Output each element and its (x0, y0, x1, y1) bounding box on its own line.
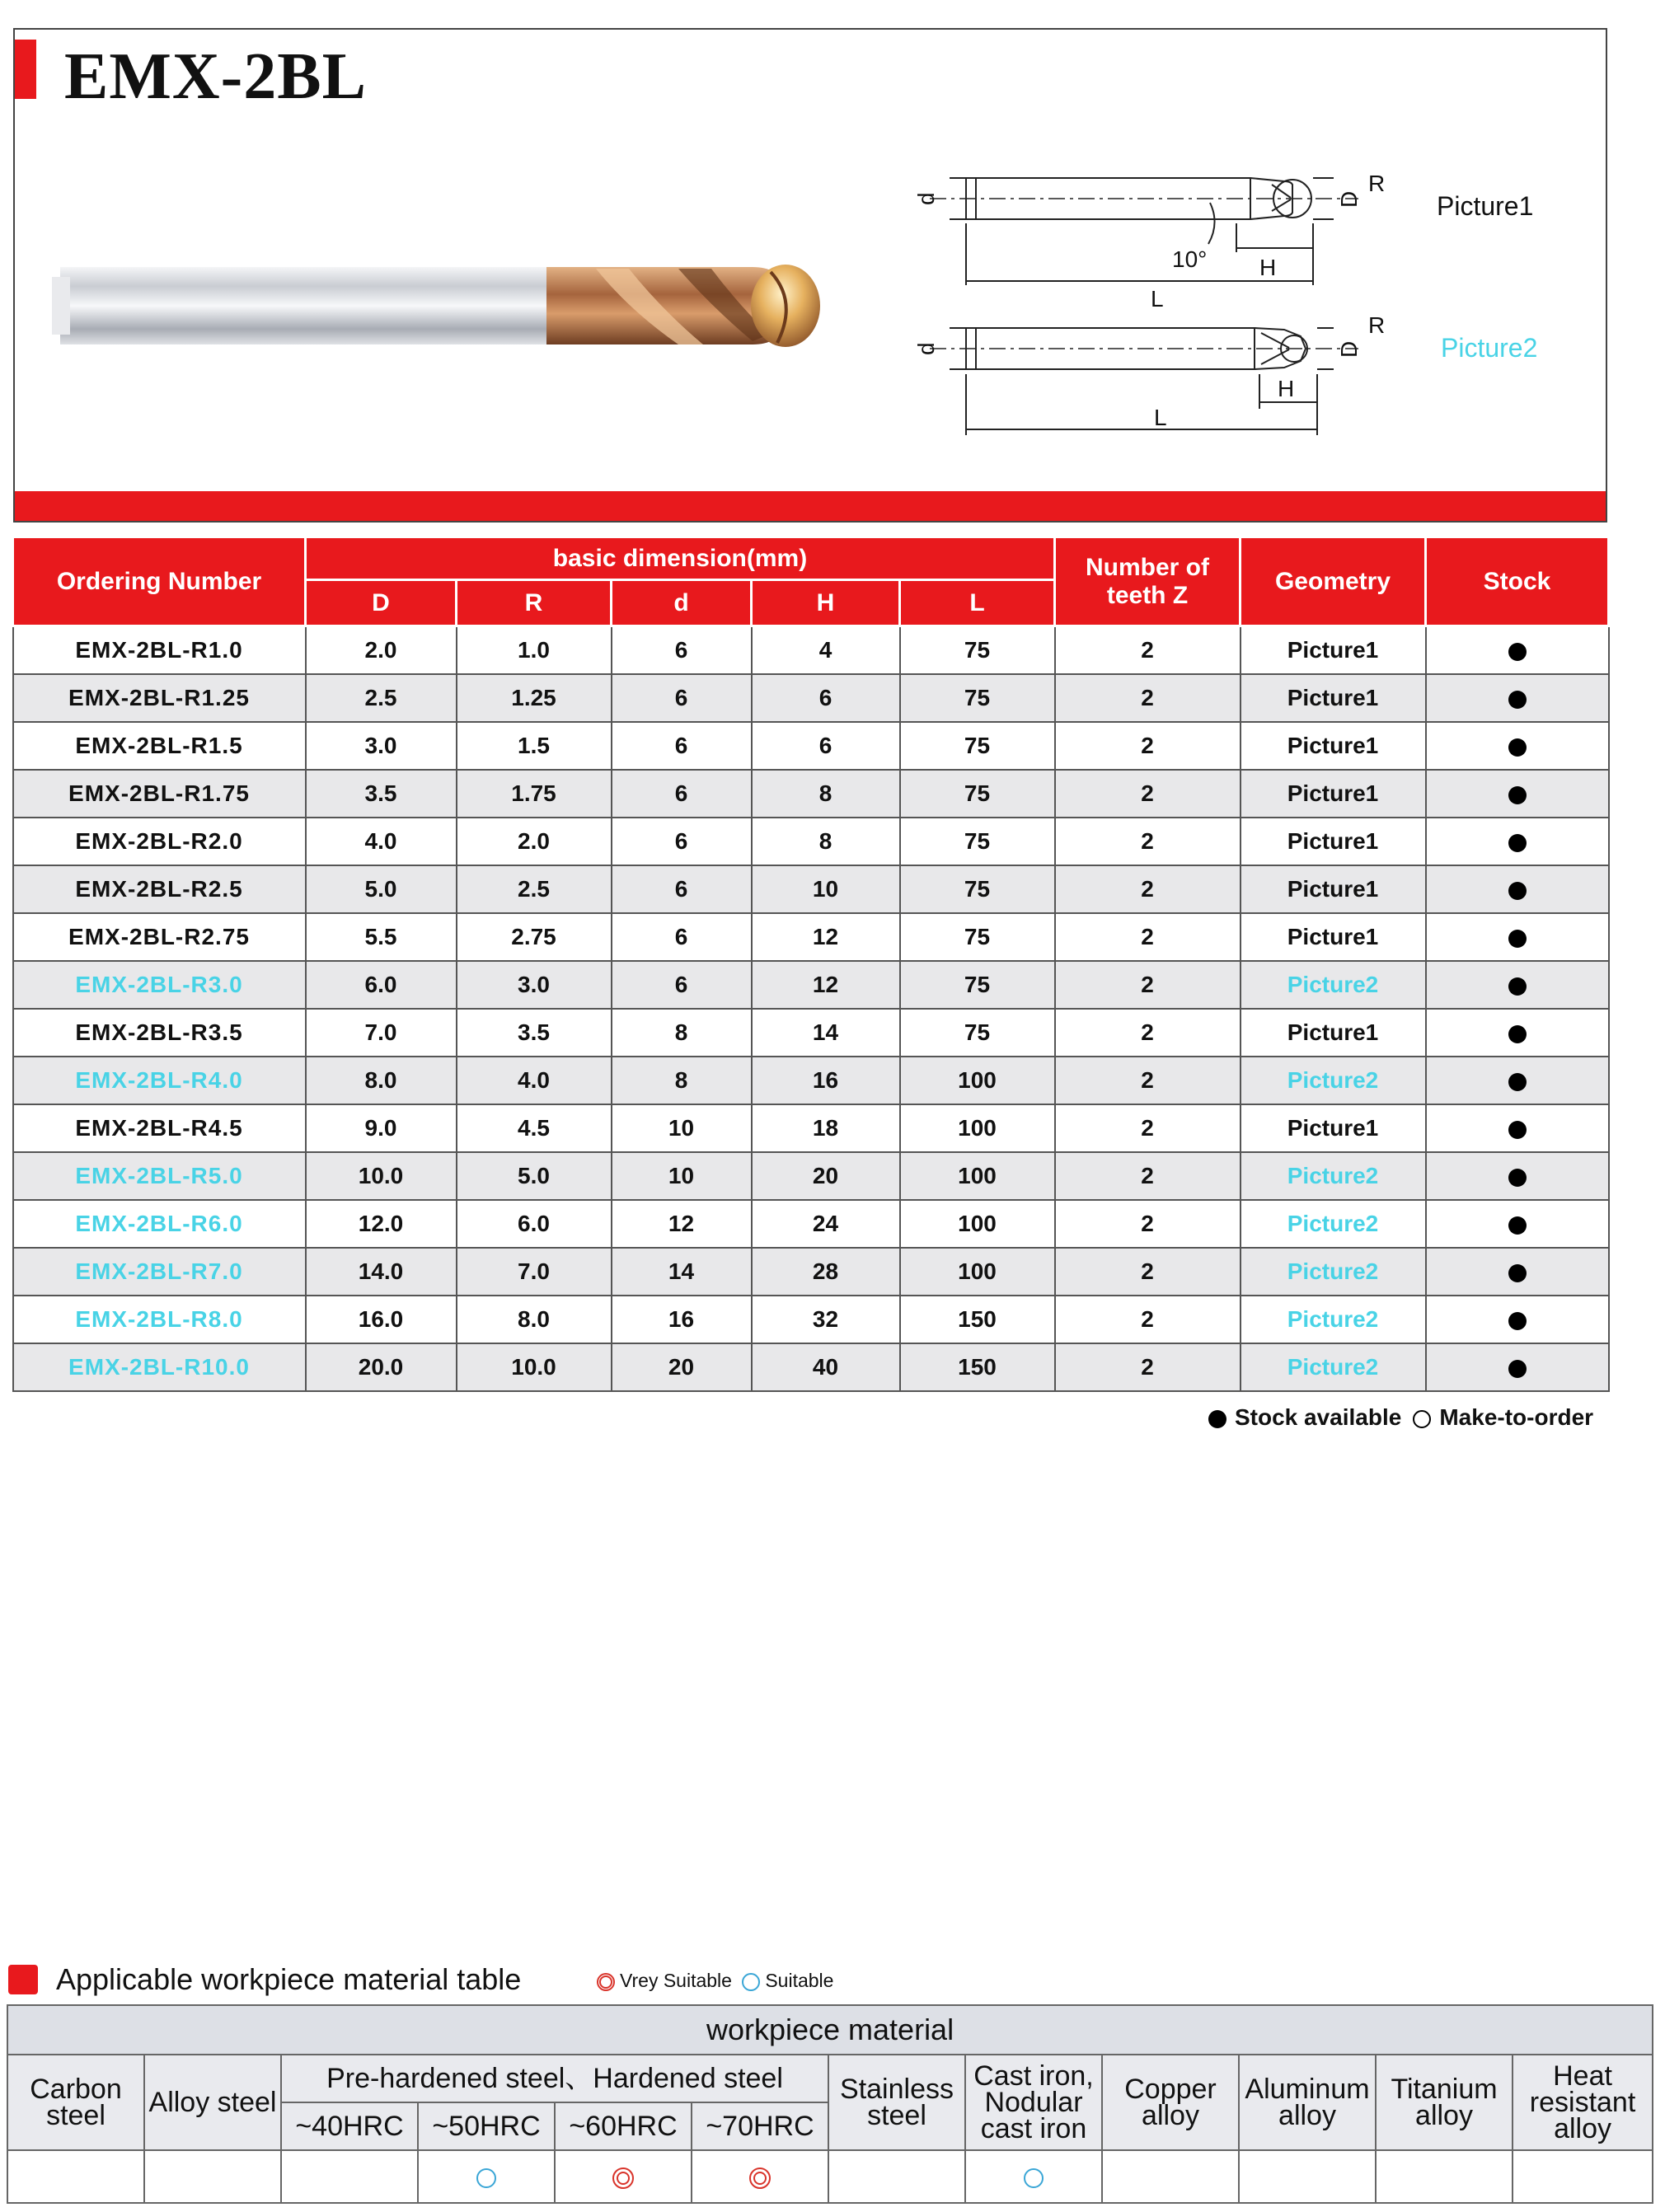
cell-d: 8 (612, 1057, 752, 1104)
cell-geometry: Picture2 (1241, 1296, 1426, 1343)
cell-geometry: Picture1 (1241, 913, 1426, 961)
cell-ordering-number: EMX-2BL-R4.0 (13, 1057, 306, 1104)
dim-d-label-2: d (913, 342, 939, 355)
cell-geometry: Picture2 (1241, 1248, 1426, 1296)
cell-Z: 2 (1055, 818, 1241, 865)
cell-d: 6 (612, 770, 752, 818)
cell-d: 6 (612, 818, 752, 865)
cell-H: 18 (752, 1104, 900, 1152)
spec-row (13, 1200, 1609, 1248)
cell-R: 2.5 (457, 865, 612, 913)
suitable-icon (1024, 2168, 1044, 2188)
cell-d: 16 (612, 1296, 752, 1343)
cell-L: 75 (900, 626, 1055, 675)
cell-Z: 2 (1055, 865, 1241, 913)
dim-H-label-1: H (1259, 255, 1277, 280)
rating-hrc70 (692, 2150, 828, 2203)
cell-H: 14 (752, 1009, 900, 1057)
picture1-label: Picture1 (1437, 191, 1534, 221)
material-table-header: workpiece material (7, 2005, 1653, 2055)
header-basic-dimension: basic dimension(mm) (306, 537, 1055, 580)
very-suitable-label: Vrey Suitable (620, 1970, 732, 1991)
spec-row (13, 961, 1609, 1009)
cell-geometry: Picture1 (1241, 626, 1426, 675)
cell-R: 3.0 (457, 961, 612, 1009)
dim-R-label-1: R (1368, 171, 1386, 196)
cell-d: 10 (612, 1152, 752, 1200)
stock-available-icon (1508, 834, 1527, 852)
cell-L: 150 (900, 1296, 1055, 1343)
cell-D: 14.0 (306, 1248, 457, 1296)
spec-table-body (13, 626, 1609, 1392)
material-section-title: Applicable workpiece material table (56, 1962, 522, 1996)
cell-stock (1426, 770, 1609, 818)
spec-row (13, 674, 1609, 722)
cell-D: 3.5 (306, 770, 457, 818)
stock-available-icon (1508, 1312, 1527, 1330)
col-stainless-steel: Stainless steel (828, 2055, 965, 2150)
stock-available-icon (1508, 930, 1527, 948)
very-suitable-icon (612, 2167, 634, 2189)
cell-R: 6.0 (457, 1200, 612, 1248)
col-heat-resistant-alloy: Heat resistant alloy (1513, 2055, 1653, 2150)
cell-L: 100 (900, 1057, 1055, 1104)
cell-D: 10.0 (306, 1152, 457, 1200)
spec-table (12, 536, 1610, 1392)
cell-geometry: Picture2 (1241, 961, 1426, 1009)
stock-available-icon (1208, 1410, 1226, 1428)
rating-titanium (1376, 2150, 1513, 2203)
suitable-icon (476, 2168, 496, 2188)
header-d: d (612, 580, 752, 626)
cell-stock (1426, 722, 1609, 770)
header-ordering-number: Ordering Number (13, 537, 306, 626)
cell-stock (1426, 626, 1609, 675)
header-bottom-bar (15, 491, 1606, 521)
rating-carbon (7, 2150, 144, 2203)
header-L: L (900, 580, 1055, 626)
cell-L: 75 (900, 961, 1055, 1009)
cell-R: 1.5 (457, 722, 612, 770)
cell-Z: 2 (1055, 1009, 1241, 1057)
cell-H: 28 (752, 1248, 900, 1296)
cell-d: 12 (612, 1200, 752, 1248)
cell-ordering-number: EMX-2BL-R2.75 (13, 913, 306, 961)
cell-stock (1426, 1057, 1609, 1104)
cell-d: 6 (612, 674, 752, 722)
rating-copper (1102, 2150, 1239, 2203)
cell-stock (1426, 1200, 1609, 1248)
dim-H-label-2: H (1278, 376, 1295, 401)
cell-L: 100 (900, 1152, 1055, 1200)
cell-H: 20 (752, 1152, 900, 1200)
stock-available-icon (1508, 1121, 1527, 1139)
cell-R: 2.0 (457, 818, 612, 865)
cell-d: 6 (612, 913, 752, 961)
rating-hrc50 (418, 2150, 555, 2203)
cell-d: 20 (612, 1343, 752, 1391)
spec-row (13, 1104, 1609, 1152)
cell-R: 1.25 (457, 674, 612, 722)
col-prehardened-group: Pre-hardened steel、Hardened steel (281, 2055, 828, 2102)
cell-stock (1426, 1009, 1609, 1057)
cell-geometry: Picture2 (1241, 1200, 1426, 1248)
cell-Z: 2 (1055, 770, 1241, 818)
cell-d: 6 (612, 722, 752, 770)
cell-H: 8 (752, 770, 900, 818)
rating-stainless (828, 2150, 965, 2203)
cell-ordering-number: EMX-2BL-R1.25 (13, 674, 306, 722)
make-to-order-icon (1413, 1410, 1431, 1428)
cell-H: 6 (752, 722, 900, 770)
cell-stock (1426, 674, 1609, 722)
cell-Z: 2 (1055, 1296, 1241, 1343)
cell-ordering-number: EMX-2BL-R7.0 (13, 1248, 306, 1296)
legend-make-to-order-label: Make-to-order (1439, 1404, 1594, 1430)
cell-D: 2.5 (306, 674, 457, 722)
cell-L: 75 (900, 1009, 1055, 1057)
header-R: R (457, 580, 612, 626)
cell-geometry: Picture1 (1241, 674, 1426, 722)
dim-L-label-1: L (1151, 286, 1164, 312)
col-60hrc: ~60HRC (555, 2102, 692, 2150)
header-geometry: Geometry (1241, 537, 1426, 626)
spec-row (13, 722, 1609, 770)
cell-H: 12 (752, 913, 900, 961)
dim-d-label-1: d (913, 192, 939, 205)
cell-L: 100 (900, 1200, 1055, 1248)
col-copper-alloy: Copper alloy (1102, 2055, 1239, 2150)
cell-D: 6.0 (306, 961, 457, 1009)
dim-R-label-2: R (1368, 312, 1386, 338)
col-cast-iron: Cast iron, Nodular cast iron (965, 2055, 1102, 2150)
cell-L: 75 (900, 913, 1055, 961)
spec-row (13, 913, 1609, 961)
rating-hrc40 (281, 2150, 418, 2203)
spec-row (13, 865, 1609, 913)
cell-ordering-number: EMX-2BL-R1.75 (13, 770, 306, 818)
cell-Z: 2 (1055, 1200, 1241, 1248)
rating-aluminum (1239, 2150, 1376, 2203)
stock-available-icon (1508, 643, 1527, 661)
cell-L: 100 (900, 1104, 1055, 1152)
cell-Z: 2 (1055, 1057, 1241, 1104)
picture2-label: Picture2 (1441, 333, 1538, 363)
cell-ordering-number: EMX-2BL-R1.5 (13, 722, 306, 770)
cell-d: 8 (612, 1009, 752, 1057)
header-teeth: Number of teeth Z (1055, 537, 1241, 626)
cell-d: 10 (612, 1104, 752, 1152)
cell-L: 75 (900, 865, 1055, 913)
cell-H: 12 (752, 961, 900, 1009)
col-carbon-steel: Carbon steel (7, 2055, 144, 2150)
end-mill-photo (52, 252, 823, 359)
cell-ordering-number: EMX-2BL-R5.0 (13, 1152, 306, 1200)
cell-R: 7.0 (457, 1248, 612, 1296)
col-70hrc: ~70HRC (692, 2102, 828, 2150)
cell-D: 8.0 (306, 1057, 457, 1104)
cell-Z: 2 (1055, 961, 1241, 1009)
cell-d: 14 (612, 1248, 752, 1296)
cell-geometry: Picture1 (1241, 818, 1426, 865)
col-aluminum-alloy: Aluminum alloy (1239, 2055, 1376, 2150)
cell-stock (1426, 961, 1609, 1009)
cell-R: 3.5 (457, 1009, 612, 1057)
cell-stock (1426, 1343, 1609, 1391)
cell-D: 4.0 (306, 818, 457, 865)
cell-H: 24 (752, 1200, 900, 1248)
suitability-row (7, 2150, 1653, 2203)
cell-geometry: Picture1 (1241, 722, 1426, 770)
cell-H: 6 (752, 674, 900, 722)
cell-D: 7.0 (306, 1009, 457, 1057)
cell-R: 4.0 (457, 1057, 612, 1104)
spec-row (13, 818, 1609, 865)
cell-Z: 2 (1055, 1248, 1241, 1296)
cell-L: 75 (900, 770, 1055, 818)
cell-L: 75 (900, 818, 1055, 865)
header-H: H (752, 580, 900, 626)
col-40hrc: ~40HRC (281, 2102, 418, 2150)
cell-Z: 2 (1055, 674, 1241, 722)
cell-R: 1.75 (457, 770, 612, 818)
col-alloy-steel: Alloy steel (144, 2055, 281, 2150)
cell-geometry: Picture1 (1241, 1104, 1426, 1152)
cell-geometry: Picture1 (1241, 770, 1426, 818)
dim-D-label-2: D (1336, 340, 1362, 358)
material-table (7, 2004, 1653, 2204)
header-stock: Stock (1426, 537, 1609, 626)
cell-ordering-number: EMX-2BL-R10.0 (13, 1343, 306, 1391)
stock-available-icon (1508, 738, 1527, 757)
product-title: EMX-2BL (64, 40, 367, 113)
cell-D: 20.0 (306, 1343, 457, 1391)
cell-H: 32 (752, 1296, 900, 1343)
spec-row (13, 1296, 1609, 1343)
cell-geometry: Picture1 (1241, 865, 1426, 913)
cell-geometry: Picture2 (1241, 1057, 1426, 1104)
cell-d: 6 (612, 865, 752, 913)
cell-ordering-number: EMX-2BL-R2.0 (13, 818, 306, 865)
cell-Z: 2 (1055, 626, 1241, 675)
cell-H: 40 (752, 1343, 900, 1391)
cell-R: 2.75 (457, 913, 612, 961)
cell-L: 75 (900, 722, 1055, 770)
title-accent-bar (15, 40, 36, 99)
dim-L-label-2: L (1154, 405, 1167, 430)
cell-D: 5.5 (306, 913, 457, 961)
cell-stock (1426, 1152, 1609, 1200)
product-header-panel (13, 28, 1607, 523)
stock-available-icon (1508, 882, 1527, 900)
spec-row (13, 770, 1609, 818)
stock-available-icon (1508, 1169, 1527, 1187)
cell-R: 8.0 (457, 1296, 612, 1343)
rating-cast-iron (965, 2150, 1102, 2203)
suitable-label: Suitable (765, 1970, 834, 1991)
spec-row (13, 1248, 1609, 1296)
stock-available-icon (1508, 1216, 1527, 1235)
spec-row (13, 626, 1609, 675)
cell-D: 2.0 (306, 626, 457, 675)
cell-H: 10 (752, 865, 900, 913)
col-50hrc: ~50HRC (418, 2102, 555, 2150)
cell-ordering-number: EMX-2BL-R8.0 (13, 1296, 306, 1343)
cell-Z: 2 (1055, 1343, 1241, 1391)
cell-H: 4 (752, 626, 900, 675)
cell-d: 6 (612, 626, 752, 675)
cell-stock (1426, 818, 1609, 865)
cell-geometry: Picture2 (1241, 1152, 1426, 1200)
cell-R: 10.0 (457, 1343, 612, 1391)
cell-geometry: Picture1 (1241, 1009, 1426, 1057)
rating-heat-resistant (1513, 2150, 1653, 2203)
suitable-icon (742, 1973, 760, 1991)
cell-geometry: Picture2 (1241, 1343, 1426, 1391)
cell-D: 16.0 (306, 1296, 457, 1343)
cell-ordering-number: EMX-2BL-R6.0 (13, 1200, 306, 1248)
dim-D-label-1: D (1336, 190, 1362, 208)
dim-angle-label: 10° (1172, 246, 1208, 272)
cell-Z: 2 (1055, 1152, 1241, 1200)
spec-row (13, 1009, 1609, 1057)
spec-row (13, 1057, 1609, 1104)
cell-H: 16 (752, 1057, 900, 1104)
stock-available-icon (1508, 1073, 1527, 1091)
cell-ordering-number: EMX-2BL-R2.5 (13, 865, 306, 913)
very-suitable-icon (597, 1973, 615, 1991)
geometry-diagram (897, 145, 1433, 430)
cell-stock (1426, 865, 1609, 913)
stock-available-icon (1508, 1360, 1527, 1378)
stock-available-icon (1508, 977, 1527, 996)
legend-available-label: Stock available (1235, 1404, 1402, 1430)
cell-D: 5.0 (306, 865, 457, 913)
cell-R: 4.5 (457, 1104, 612, 1152)
cell-stock (1426, 1296, 1609, 1343)
cell-stock (1426, 1104, 1609, 1152)
suitability-key (597, 1968, 833, 1993)
cell-L: 75 (900, 674, 1055, 722)
rating-alloy (144, 2150, 281, 2203)
very-suitable-icon (749, 2167, 771, 2189)
section-marker-icon (8, 1965, 38, 1994)
cell-stock (1426, 913, 1609, 961)
cell-ordering-number: EMX-2BL-R4.5 (13, 1104, 306, 1152)
cell-ordering-number: EMX-2BL-R3.0 (13, 961, 306, 1009)
rating-hrc60 (555, 2150, 692, 2203)
cell-stock (1426, 1248, 1609, 1296)
cell-H: 8 (752, 818, 900, 865)
spec-row (13, 1152, 1609, 1200)
stock-available-icon (1508, 691, 1527, 709)
spec-row (13, 1343, 1609, 1391)
cell-D: 12.0 (306, 1200, 457, 1248)
cell-L: 100 (900, 1248, 1055, 1296)
cell-ordering-number: EMX-2BL-R3.5 (13, 1009, 306, 1057)
header-D: D (306, 580, 457, 626)
cell-L: 150 (900, 1343, 1055, 1391)
cell-Z: 2 (1055, 913, 1241, 961)
cell-R: 1.0 (457, 626, 612, 675)
cell-Z: 2 (1055, 722, 1241, 770)
cell-ordering-number: EMX-2BL-R1.0 (13, 626, 306, 675)
stock-legend (1208, 1404, 1593, 1431)
cell-d: 6 (612, 961, 752, 1009)
col-titanium-alloy: Titanium alloy (1376, 2055, 1513, 2150)
cell-Z: 2 (1055, 1104, 1241, 1152)
stock-available-icon (1508, 1264, 1527, 1282)
cell-D: 3.0 (306, 722, 457, 770)
stock-available-icon (1508, 786, 1527, 804)
cell-R: 5.0 (457, 1152, 612, 1200)
cell-D: 9.0 (306, 1104, 457, 1152)
stock-available-icon (1508, 1025, 1527, 1043)
